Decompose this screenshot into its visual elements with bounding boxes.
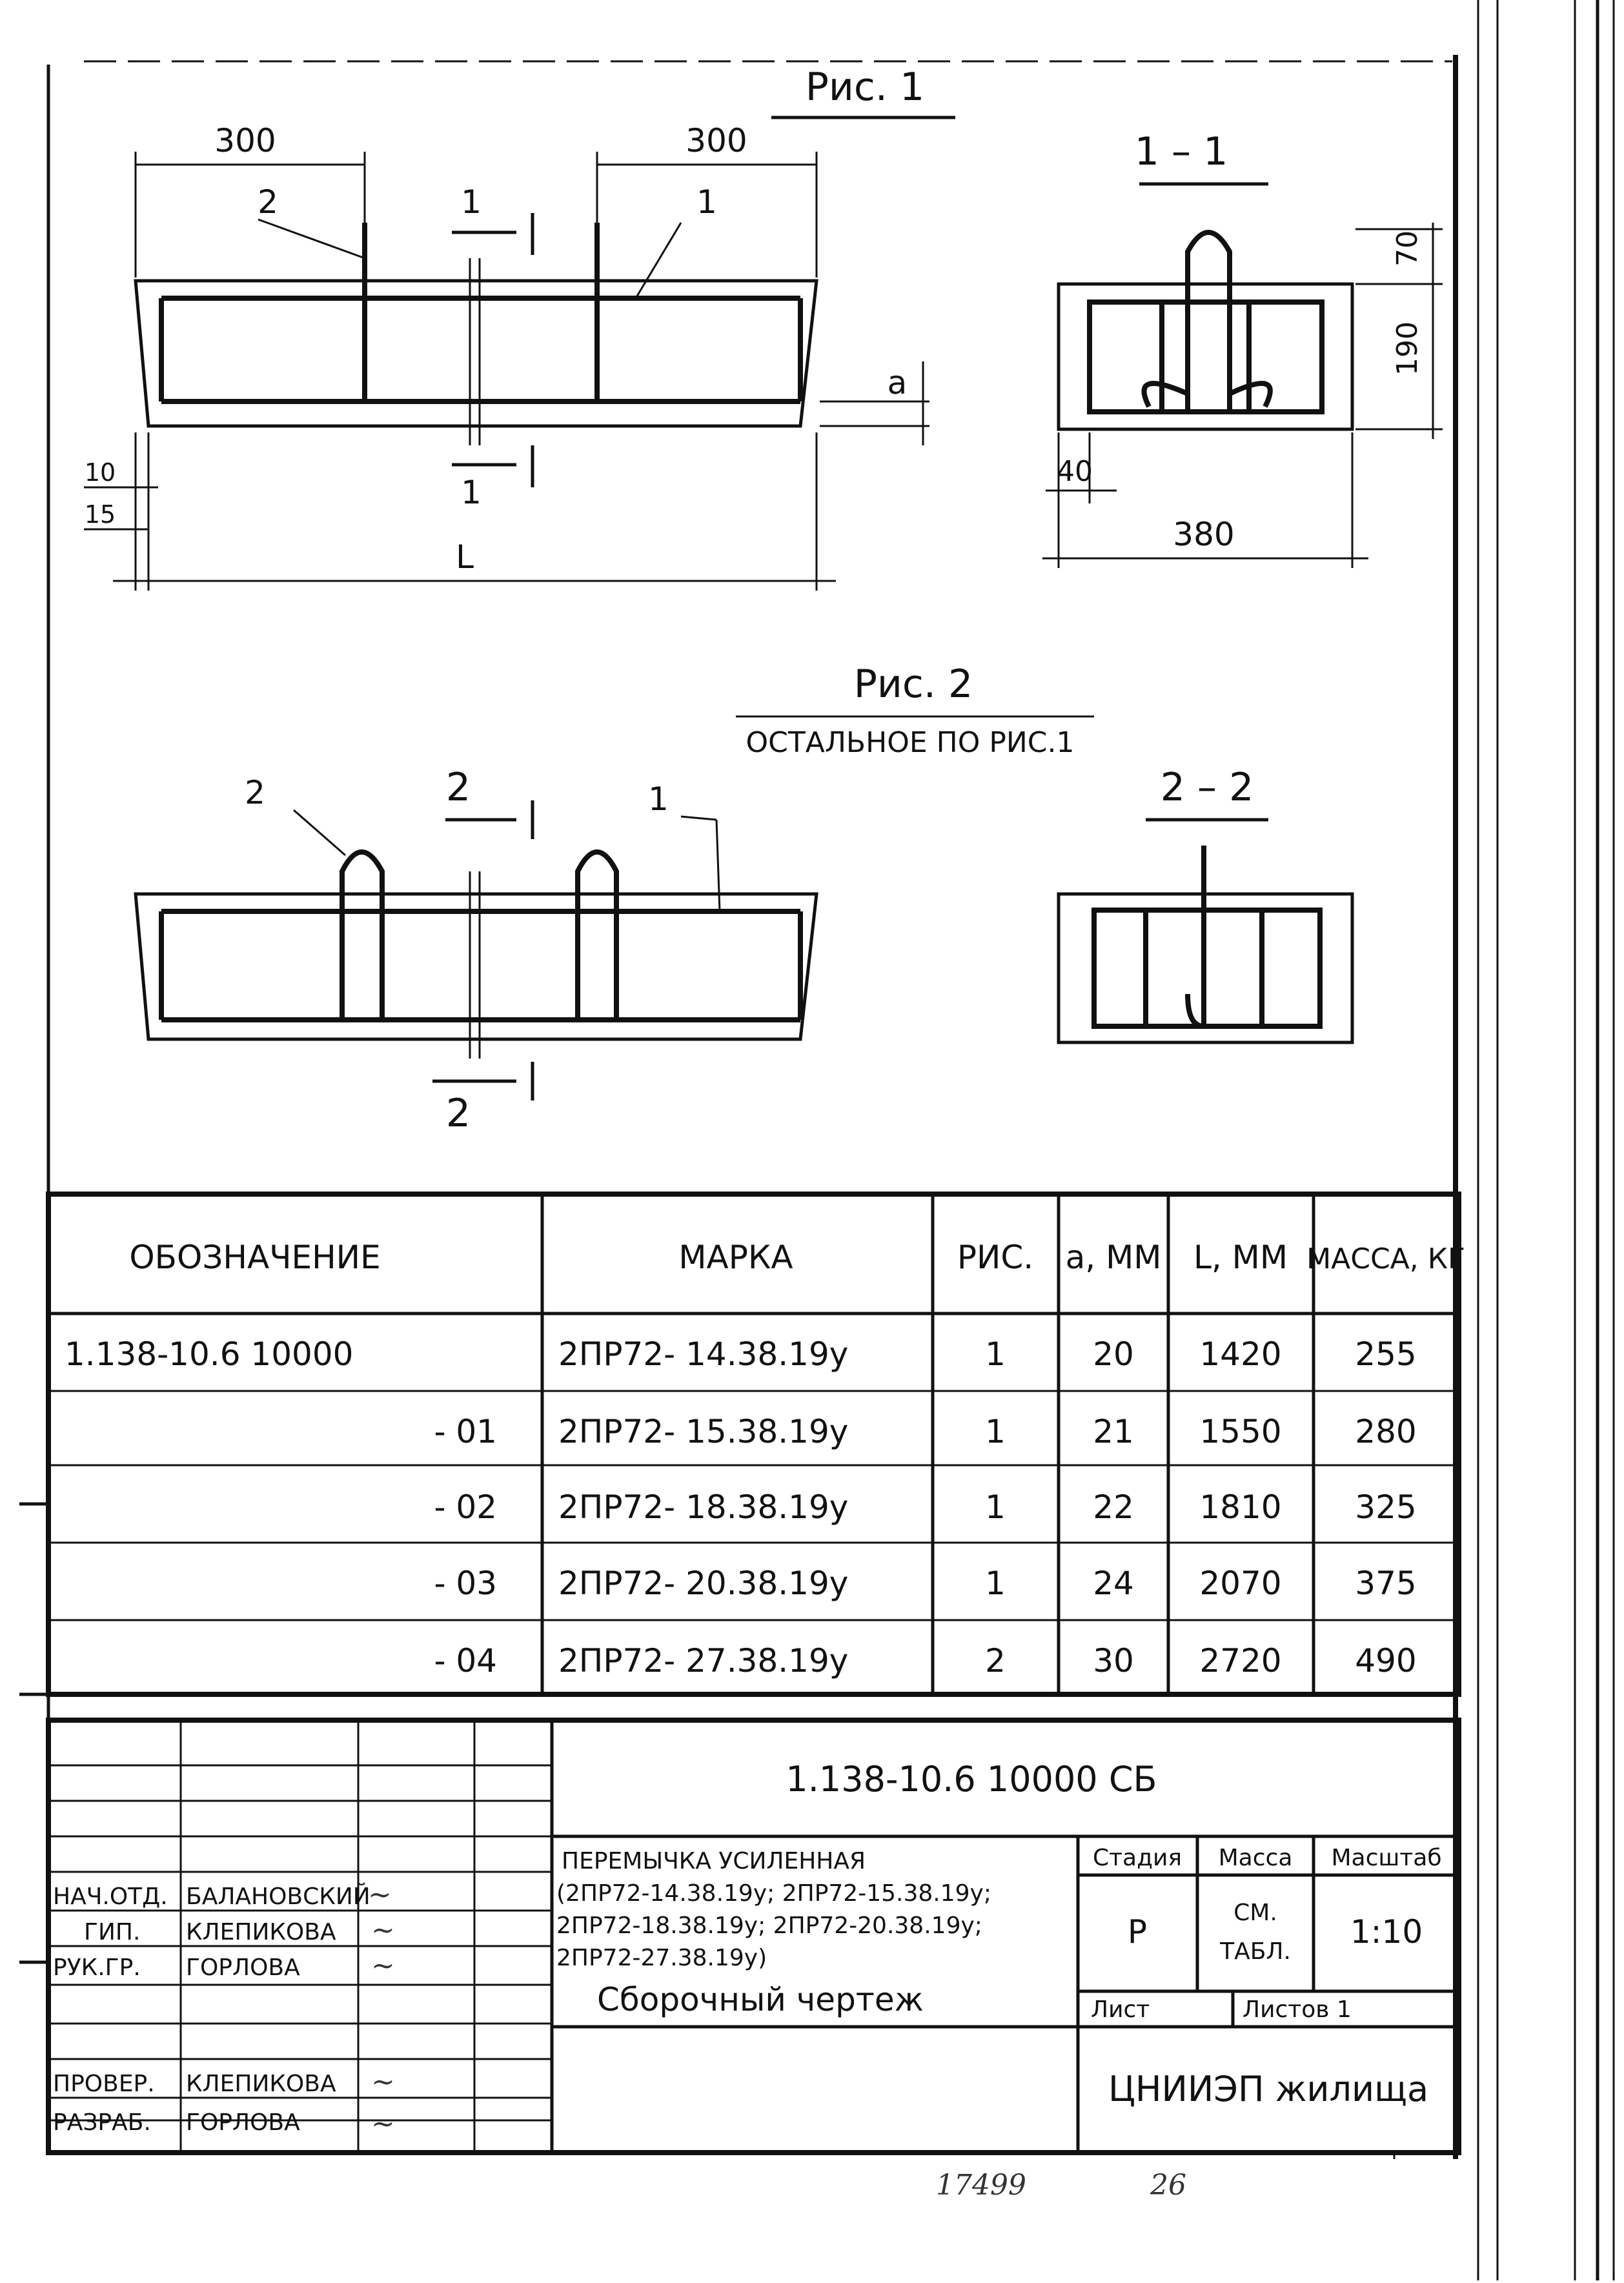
section11-dim-40: 40 bbox=[1057, 455, 1093, 488]
cell-a: 21 bbox=[1093, 1413, 1134, 1450]
signature-mark: ~ bbox=[371, 1914, 395, 1947]
fig2-section-mark-bottom: 2 bbox=[445, 1091, 471, 1136]
table-row bbox=[434, 1565, 1416, 1602]
signature-mark: ~ bbox=[368, 1878, 392, 1911]
sheets-label: Листов 1 bbox=[1243, 1996, 1352, 2023]
org-name: ЦНИИЭП жилища bbox=[1108, 2069, 1429, 2109]
header-mark: МАРКА bbox=[678, 1239, 793, 1276]
product-line-1: ПЕРЕМЫЧКА УСИЛЕННАЯ bbox=[562, 1848, 866, 1874]
fig1-dim-L: L bbox=[456, 538, 474, 576]
cell-mark: 2ПР72- 20.38.19у bbox=[558, 1565, 849, 1602]
title-block bbox=[48, 1720, 1459, 2153]
sheet-label: Лист bbox=[1091, 1996, 1150, 2023]
table-row bbox=[434, 1488, 1416, 1526]
product-line-4: 2ПР72-27.38.19у) bbox=[556, 1945, 767, 1971]
cell-fig: 1 bbox=[985, 1413, 1006, 1450]
doc-code: 1.138-10.6 10000 СБ bbox=[786, 1759, 1157, 1800]
cell-L: 2070 bbox=[1199, 1565, 1282, 1602]
header-designation: ОБОЗНАЧЕНИЕ bbox=[129, 1239, 381, 1276]
signature-name: БАЛАНОВСКИЙ bbox=[186, 1883, 370, 1910]
signature-role: РАЗРАБ. bbox=[53, 2109, 151, 2136]
mass-value-line2: ТАБЛ. bbox=[1220, 1938, 1291, 1965]
fig1-dim-10: 10 bbox=[84, 458, 116, 487]
header-mass: МАССА, КГ bbox=[1306, 1243, 1465, 1275]
footer-number-2: 26 bbox=[1150, 2169, 1186, 2202]
fig1-title: Рис. 1 bbox=[805, 65, 925, 110]
cell-designation: - 03 bbox=[434, 1565, 497, 1602]
section11-dim-70: 70 bbox=[1391, 230, 1424, 267]
cell-designation: - 04 bbox=[434, 1642, 497, 1679]
signature-name: ГОРЛОВА bbox=[186, 2109, 300, 2136]
cell-mark: 2ПР72- 27.38.19у bbox=[558, 1642, 849, 1679]
table-row bbox=[65, 1335, 1417, 1373]
signature-row bbox=[53, 2065, 395, 2098]
cell-mass: 255 bbox=[1355, 1335, 1417, 1373]
product-line-2: (2ПР72-14.38.19у; 2ПР72-15.38.19у; bbox=[556, 1880, 991, 1907]
signature-name: КЛЕПИКОВА bbox=[186, 1919, 336, 1945]
fig1-section-mark-top: 1 bbox=[461, 183, 482, 221]
fig1-dim-left: 300 bbox=[214, 122, 276, 159]
cell-designation: - 01 bbox=[434, 1413, 497, 1450]
fig2-section-mark-top: 2 bbox=[445, 765, 471, 810]
fig2-callout-1: 1 bbox=[648, 780, 669, 818]
signature-mark: ~ bbox=[371, 1949, 395, 1982]
cell-fig: 1 bbox=[985, 1335, 1006, 1373]
fig1-callout-2: 2 bbox=[258, 183, 278, 221]
cell-fig: 1 bbox=[985, 1565, 1006, 1602]
table-row bbox=[434, 1642, 1416, 1679]
product-line-3: 2ПР72-18.38.19у; 2ПР72-20.38.19у; bbox=[556, 1913, 982, 1939]
cell-L: 1810 bbox=[1199, 1488, 1282, 1526]
fig2-drawing bbox=[136, 662, 1094, 1136]
fig1-dim-15: 15 bbox=[84, 500, 116, 529]
spec-table bbox=[48, 1194, 1465, 1694]
fig2-subtitle: ОСТАЛЬНОЕ ПО РИС.1 bbox=[746, 726, 1075, 759]
cell-designation: - 02 bbox=[434, 1488, 497, 1526]
mass-value-line1: СМ. bbox=[1233, 1900, 1277, 1926]
cell-L: 1550 bbox=[1199, 1413, 1282, 1450]
signature-name: ГОРЛОВА bbox=[186, 1954, 300, 1981]
signature-row bbox=[53, 1878, 392, 1911]
section11-dim-380: 380 bbox=[1173, 516, 1235, 553]
signature-role: ПРОВЕР. bbox=[53, 2071, 155, 2097]
cell-mark: 2ПР72- 18.38.19у bbox=[558, 1488, 849, 1526]
section-2-2 bbox=[1059, 765, 1352, 1042]
section-1-1 bbox=[1042, 129, 1443, 568]
cell-mark: 2ПР72- 14.38.19у bbox=[558, 1335, 849, 1373]
table-row bbox=[434, 1413, 1416, 1450]
signature-role: ГИП. bbox=[84, 1919, 141, 1945]
cell-mass: 280 bbox=[1355, 1413, 1417, 1450]
header-L: L, ММ bbox=[1193, 1239, 1288, 1276]
cell-mass: 325 bbox=[1355, 1488, 1417, 1526]
cell-a: 30 bbox=[1093, 1642, 1134, 1679]
cell-mass: 490 bbox=[1355, 1642, 1417, 1679]
stage-value: Р bbox=[1127, 1913, 1148, 1951]
fig1-dim-right: 300 bbox=[685, 122, 747, 159]
fig2-title: Рис. 2 bbox=[853, 662, 973, 707]
signature-mark: ~ bbox=[371, 2065, 395, 2098]
mass-label: Масса bbox=[1218, 1845, 1293, 1871]
footer-number-1: 17499 bbox=[936, 2169, 1026, 2202]
fig1-callout-1: 1 bbox=[696, 183, 717, 221]
signature-mark: ~ bbox=[371, 2107, 395, 2140]
signature-row bbox=[53, 1949, 395, 1982]
cell-L: 1420 bbox=[1199, 1335, 1282, 1373]
signature-row bbox=[84, 1914, 395, 1947]
scale-value: 1:10 bbox=[1350, 1913, 1423, 1951]
signature-role: НАЧ.ОТД. bbox=[53, 1883, 168, 1910]
fig2-callout-2: 2 bbox=[245, 774, 265, 811]
fig1-drawing bbox=[84, 65, 955, 591]
section11-title: 1 – 1 bbox=[1134, 129, 1228, 174]
signature-role: РУК.ГР. bbox=[53, 1954, 141, 1981]
cell-mass: 375 bbox=[1355, 1565, 1417, 1602]
cell-a: 22 bbox=[1093, 1488, 1134, 1526]
stage-label: Стадия bbox=[1092, 1845, 1182, 1871]
scale-label: Масштаб bbox=[1331, 1845, 1442, 1871]
signature-row bbox=[53, 2107, 395, 2140]
cell-mark: 2ПР72- 15.38.19у bbox=[558, 1413, 849, 1450]
header-fig: РИС. bbox=[957, 1239, 1034, 1276]
cell-a: 20 bbox=[1093, 1335, 1134, 1373]
cell-fig: 2 bbox=[985, 1642, 1006, 1679]
cell-L: 2720 bbox=[1199, 1642, 1282, 1679]
fig1-dim-a: a bbox=[887, 364, 908, 401]
cell-fig: 1 bbox=[985, 1488, 1006, 1526]
header-a: a, ММ bbox=[1065, 1239, 1162, 1276]
signature-name: КЛЕПИКОВА bbox=[186, 2071, 336, 2097]
doc-type: Сборочный чертеж bbox=[597, 1981, 924, 2018]
section22-title: 2 – 2 bbox=[1160, 765, 1254, 810]
cell-designation: 1.138-10.6 10000 bbox=[65, 1335, 354, 1373]
fig1-section-mark-bottom: 1 bbox=[461, 474, 482, 511]
section11-dim-190: 190 bbox=[1391, 321, 1424, 376]
cell-a: 24 bbox=[1093, 1565, 1134, 1602]
